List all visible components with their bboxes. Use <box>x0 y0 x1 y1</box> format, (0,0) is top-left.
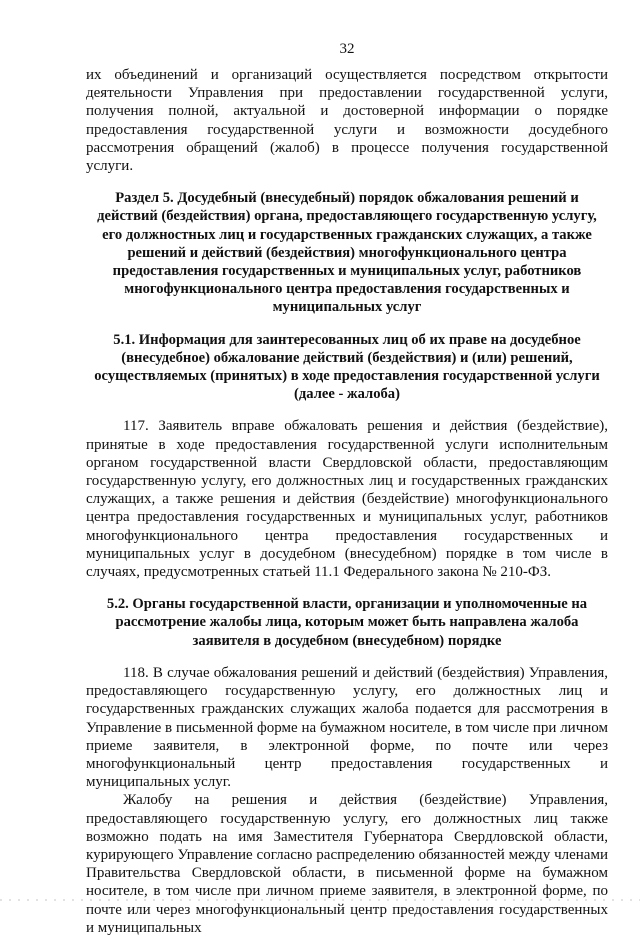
scan-artifact-line <box>0 899 640 901</box>
subsection-5-2-heading: 5.2. Органы государственной власти, организации и уполномоченные на рассмотрение жалобы лица, которым может быть направлена жалоба заявителя в досудебном (внесудебном) порядке <box>106 596 588 649</box>
section-5-heading: Раздел 5. Досудебный (внесудебный) порядок обжалования решений и действий (бездействия) органа, предоставляющего государственную услугу, его должностных лиц и государственных гражданских служащих, а также решений и действий (бездействия) многофункционального центра предоставления государственных и муниципальных услуг, работников многофункционального центра предоставления государственных и муниципальных услуг <box>97 190 597 316</box>
page-number: 32 <box>339 41 355 57</box>
paragraph-118: 118. В случае обжалования решений и действий (бездействия) Управления, предоставляющего государственную услугу, его должностных лиц и государственных гражданских служащих жалоба подается для рассмотрения в Управление в письменной форме на бумажном носителе, в том числе при личном приеме заявителя, в электронной форме, по почте или через многофункциональный центр предоставления государственных и муниципальных услуг. <box>86 664 608 791</box>
paragraph-117: 117. Заявитель вправе обжаловать решения и действия (бездействие), принятые в ходе предоставления государственной услуги исполнительным органом государственной власти Свердловской области, предоставляющим государственную услугу, его должностных лиц и государственных гражданских служащих, а также решения и действия (бездействие) многофункционального центра предоставления государственных и муниципальных услуг, работников многофункционального центра предоставления государственных и муниципальных услуг в досудебном (внесудебном) порядке в том числе в случаях, предусмотренных статьей 11.1 Федерального закона № 210-ФЗ. <box>86 418 608 581</box>
intro-paragraph: их объединений и организаций осуществляется посредством открытости деятельности Управления при предоставлении государственной услуги, получения полной, актуальной и достоверной информации о порядке предоставления государственной услуги и возможности досудебного рассмотрения обращений (жалоб) в процессе получения государственной услуги. <box>86 67 608 175</box>
subsection-5-1-heading: 5.1. Информация для заинтересованных лиц об их праве на досудебное (внесудебное) обжалование действий (бездействия) и (или) решений, осуществляемых (принятых) в ходе предоставления государственной услуги (далее - жалоба) <box>94 331 600 403</box>
paragraph-complaint: Жалобу на решения и действия (бездействие) Управления, предоставляющего государственную услугу, его должностных лиц также возможно подать на имя Заместителя Губернатора Свердловской области, курирующего Управление согласно распределению обязанностей между членами Правительства Свердловской области, в письменной форме на бумажном носителе, в том числе при личном приеме заявителя, в электронной форме, по почте или через многофункциональный центр предоставления государственных и муниципальных <box>86 792 608 936</box>
